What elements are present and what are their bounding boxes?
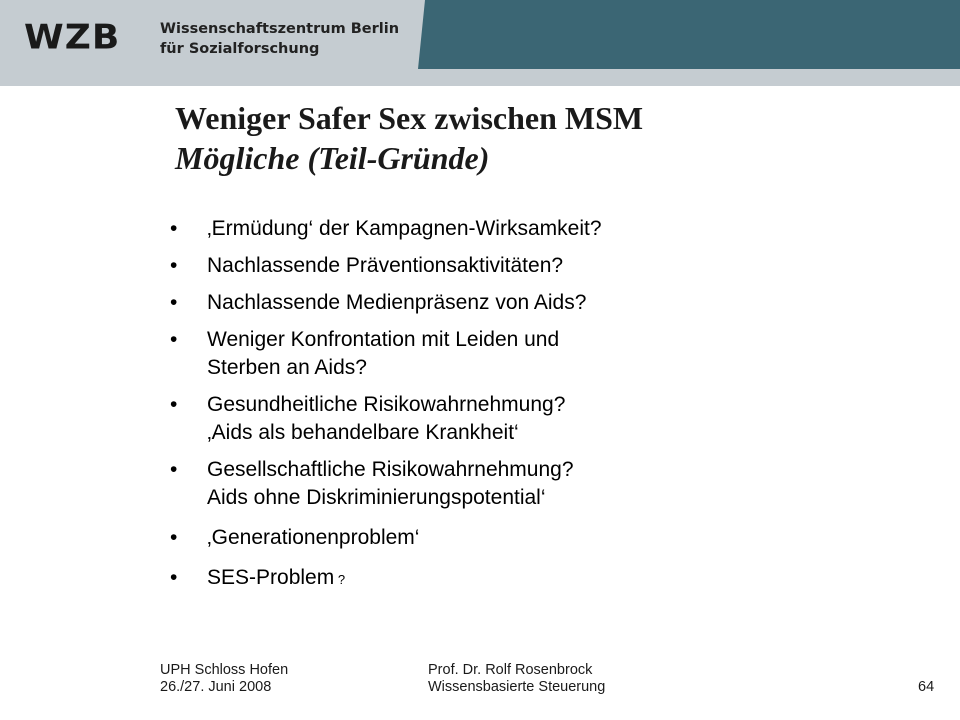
bullet-item: [170, 391, 870, 447]
bullet-symbol: •: [170, 217, 178, 240]
bullet-text: Gesundheitliche Risikowahrnehmung? ‚Aids als behandelbare Krankheit‘: [207, 393, 566, 444]
slide-subtitle: Mögliche (Teil-Gründe): [175, 140, 490, 176]
bullet-symbol: •: [170, 526, 178, 549]
header-band-dark: [418, 0, 960, 69]
institute-name-line1: Wissenschaftszentrum Berlin: [160, 21, 400, 37]
footer-venue-line2: 26./27. Juni 2008: [160, 679, 272, 695]
footer-author-line2: Wissensbasierte Steuerung: [428, 679, 606, 695]
header-banner: [0, 0, 960, 86]
footer-author-line1: Prof. Dr. Rolf Rosenbrock: [428, 662, 593, 678]
bullet-item: [170, 326, 870, 382]
bullet-text: Gesellschaftliche Risikowahrnehmung? Aids ohne Diskriminierungspotential‘: [207, 458, 574, 509]
header-band-graphic: [0, 0, 960, 86]
bullet-symbol: •: [170, 566, 178, 589]
bullet-text: Weniger Konfrontation mit Leiden und Sterben an Aids?: [207, 328, 560, 379]
footer-venue-line1: UPH Schloss Hofen: [160, 662, 289, 678]
bullet-text: Nachlassende Präventionsaktivitäten?: [207, 254, 564, 277]
bullet-item: [170, 524, 870, 552]
bullet-item: [170, 456, 870, 512]
wzb-logo: WZB: [24, 18, 121, 57]
bullet-text: ‚Ermüdung‘ der Kampagnen-Wirksamkeit?: [207, 217, 602, 240]
bullet-item: [170, 564, 870, 594]
footer-venue: [160, 662, 288, 696]
bullet-text: ‚Generationenproblem‘: [207, 526, 420, 549]
bullet-symbol: •: [170, 328, 178, 351]
bullet-symbol: •: [170, 291, 178, 314]
bullet-text: Nachlassende Medienpräsenz von Aids?: [207, 291, 587, 314]
bullet-text-suffix: ?: [334, 572, 346, 587]
bullet-text: SES-Problem: [207, 566, 335, 589]
bullet-item: [170, 215, 870, 243]
page-number: 64: [918, 679, 935, 695]
institute-name: [160, 19, 399, 59]
bullet-list: [170, 215, 870, 594]
footer-author: [428, 662, 605, 696]
bullet-symbol: •: [170, 393, 178, 416]
bullet-item: [170, 289, 870, 317]
slide-title-line1: Weniger Safer Sex zwischen MSM: [175, 100, 644, 136]
slide-title: [175, 98, 643, 178]
bullet-item: [170, 252, 870, 280]
bullet-symbol: •: [170, 458, 178, 481]
bullet-symbol: •: [170, 254, 178, 277]
institute-name-line2: für Sozialforschung: [160, 41, 320, 57]
